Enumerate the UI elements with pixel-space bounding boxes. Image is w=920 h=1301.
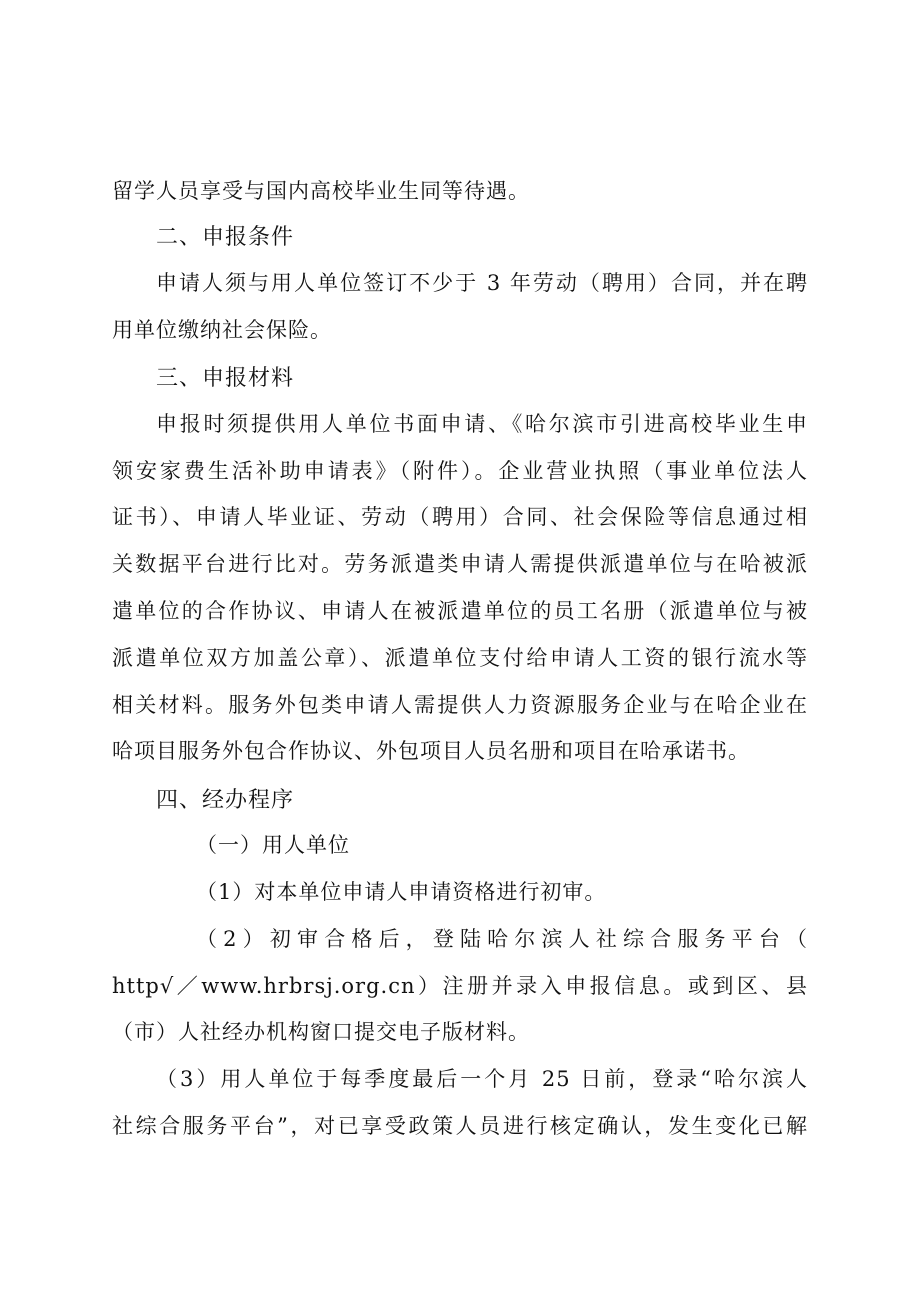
paragraph-line: 领安家费生活补助申请表》（附件）。企业营业执照（事业单位法人 [112,459,808,483]
paragraph-line: （1）对本单位申请人申请资格进行初审。 [196,880,607,904]
subheading-line: （一）用人单位 [196,833,350,857]
paragraph-line: 社综合服务平台”，对已享受政策人员进行核定确认，发生变化已解 [112,1114,808,1138]
section-heading-procedure: 四、经办程序 [156,788,295,813]
paragraph-line: （2）初审合格后，登陆哈尔滨人社综合服务平台（ [196,927,808,951]
paragraph-line: 遣单位的合作协议、申请人在被派遣单位的员工名册（派遣单位与被 [112,599,808,623]
paragraph-line: （市）人社经办机构窗口提交电子版材料。 [112,1020,530,1044]
paragraph-line: （3）用人单位于每季度最后一个月 25 日前，登录“哈尔滨人 [156,1067,808,1091]
section-heading-conditions: 二、申报条件 [156,225,295,250]
paragraph-line: 留学人员享受与国内高校毕业生同等待遇。 [112,179,530,203]
paragraph-line: 派遣单位双方加盖公章）、派遣单位支付给申请人工资的银行流水等 [112,646,808,670]
paragraph-line: 相关材料。服务外包类申请人需提供人力资源服务企业与在哈企业在 [112,693,808,717]
paragraph-line: 关数据平台进行比对。劳务派遣类申请人需提供派遣单位与在哈被派 [112,552,808,576]
section-heading-materials: 三、申报材料 [156,366,295,391]
paragraph-line: http√／www.hrbrsj.org.cn）注册并录入申报信息。或到区、县 [112,974,808,998]
paragraph-line: 申请人须与用人单位签订不少于 3 年劳动（聘用）合同，并在聘 [156,271,808,295]
paragraph-line: 证书）、申请人毕业证、劳动（聘用）合同、社会保险等信息通过相 [112,505,808,529]
paragraph-line: 哈项目服务外包合作协议、外包项目人员名册和项目在哈承诺书。 [112,739,750,763]
paragraph-line: 用单位缴纳社会保险。 [112,318,332,342]
paragraph-line: 申报时须提供用人单位书面申请、《哈尔滨市引进高校毕业生申 [156,412,808,436]
